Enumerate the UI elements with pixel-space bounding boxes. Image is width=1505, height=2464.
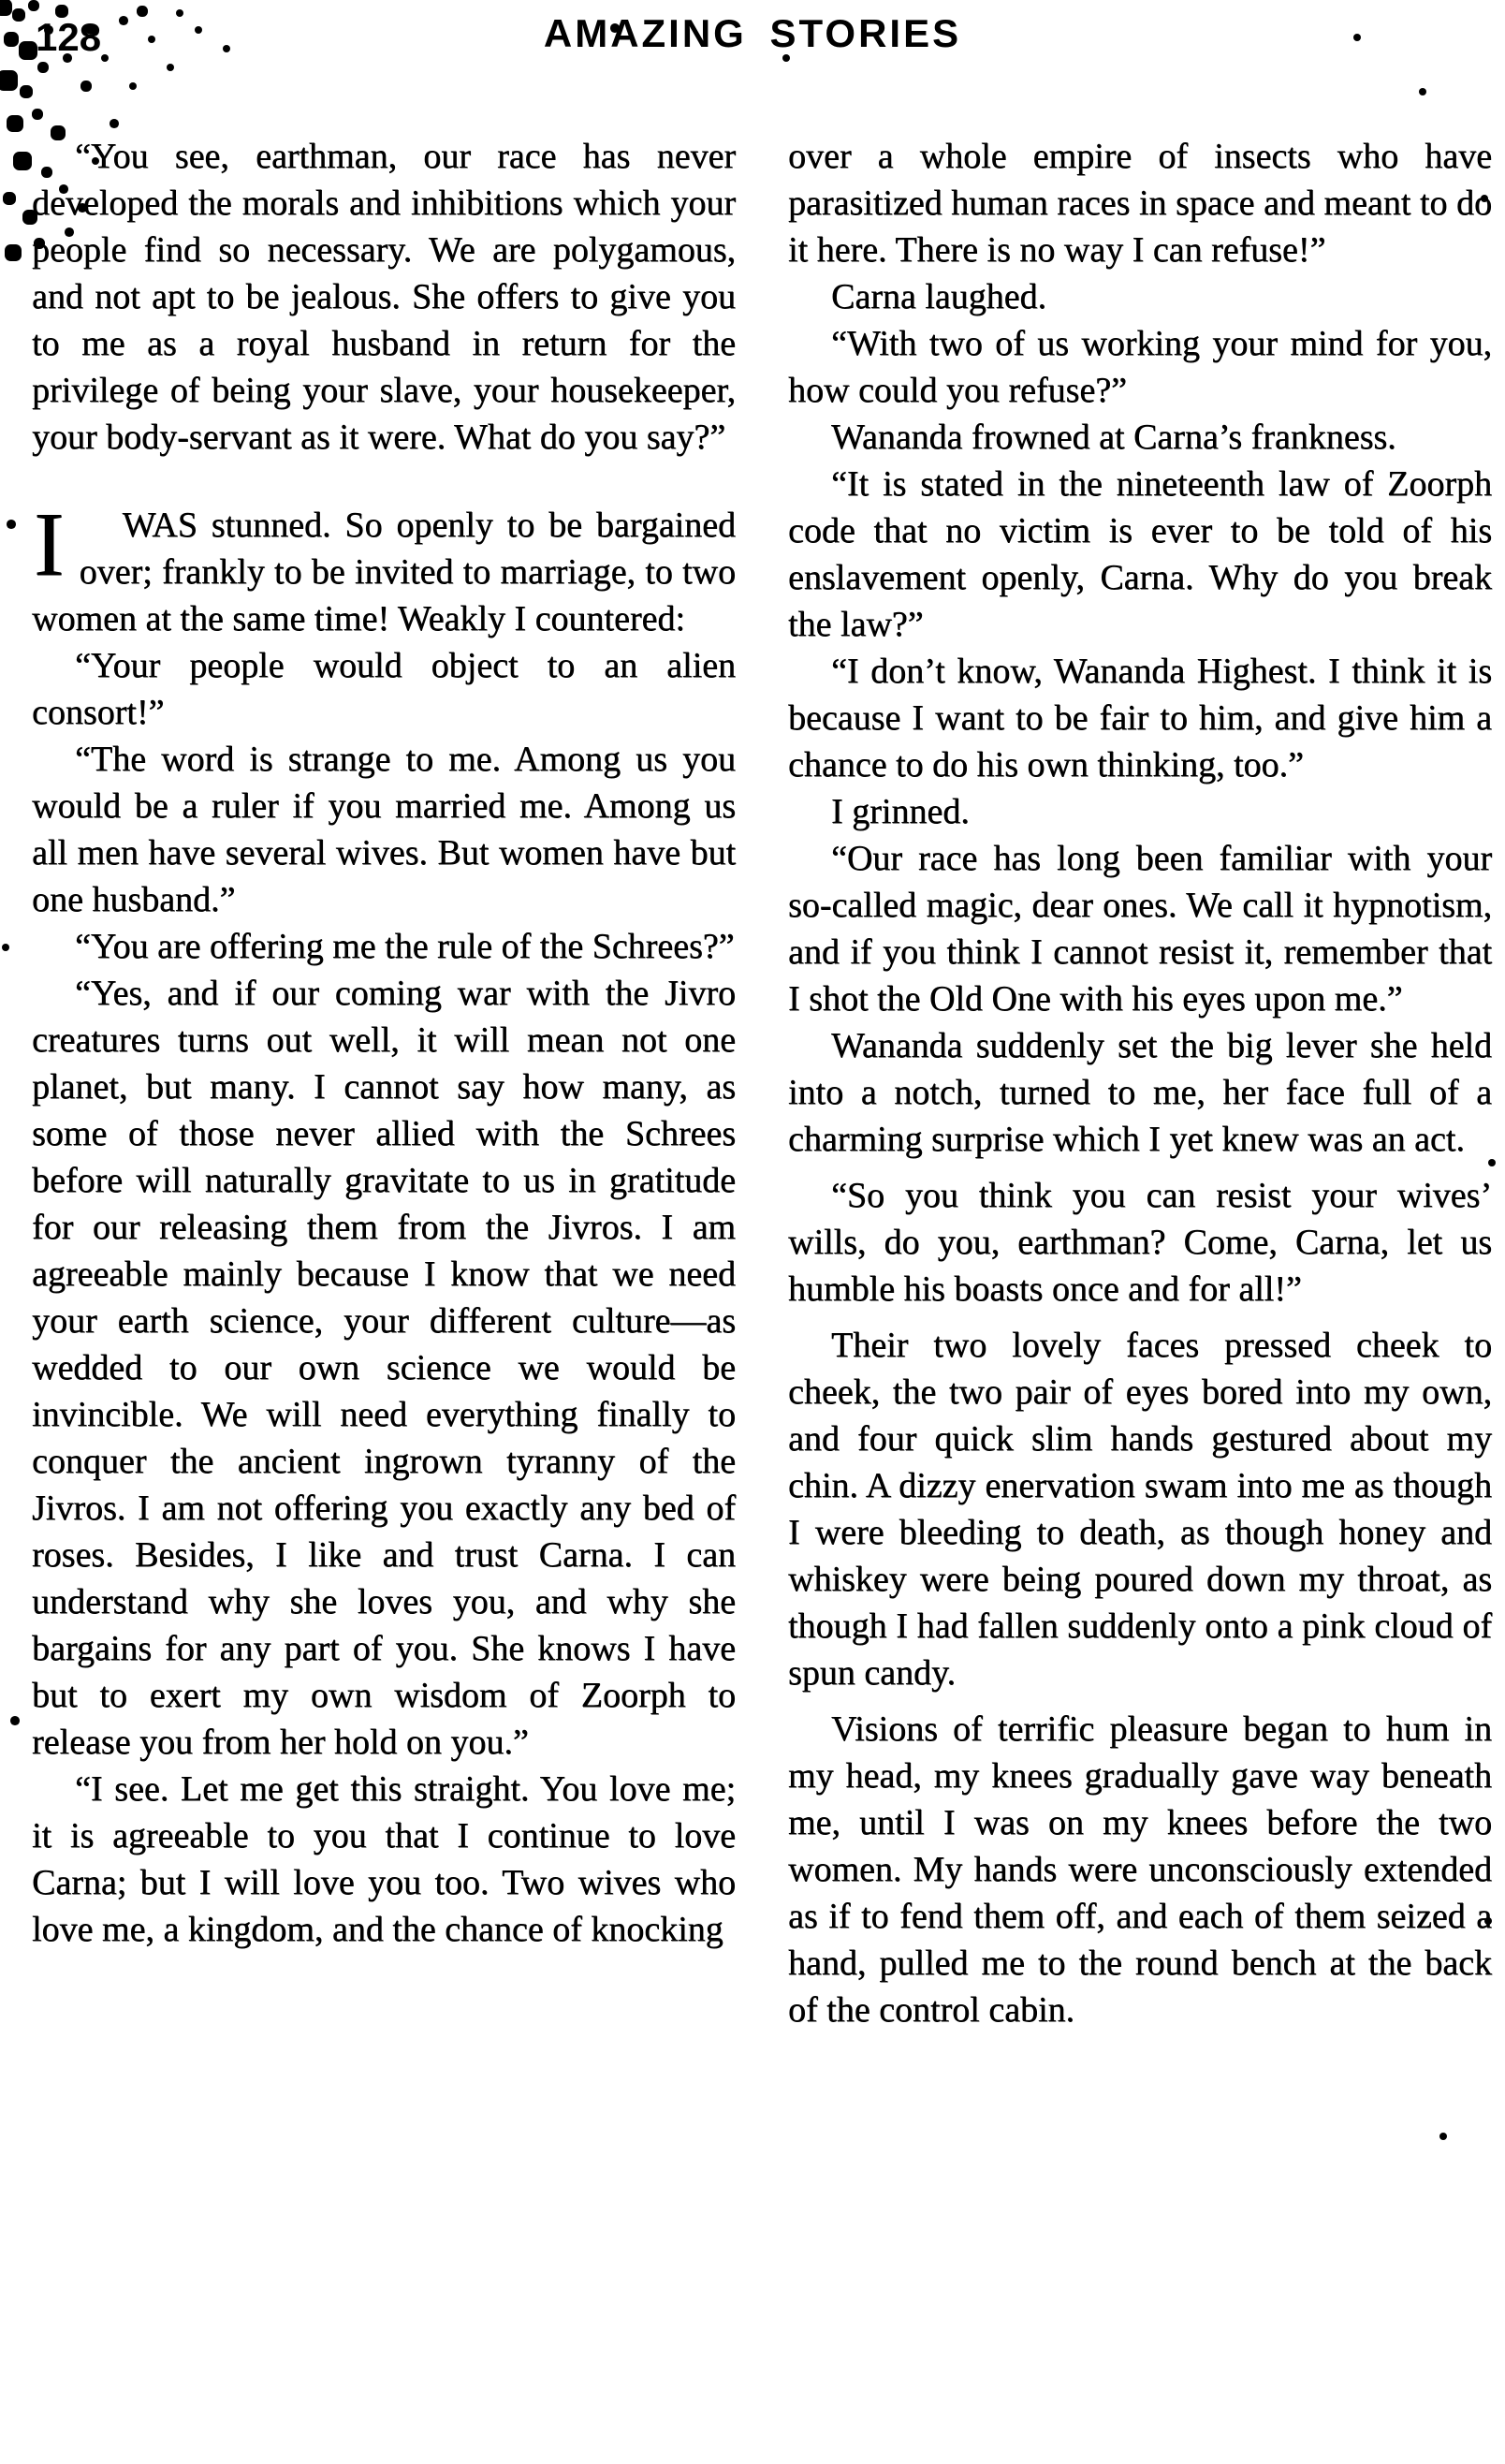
paragraph: “Our race has long been familiar with your so-called magic, dear ones. We call it hypnotism, and if you think I cannot resist it, remember that I shot the Old One with his eyes upon me.” xyxy=(788,839,1492,1019)
paragraph: “Your people would object to an alien consort!” xyxy=(32,646,736,732)
paragraph: Their two lovely faces pressed cheek to cheek, the two pair of eyes bored into my own, and four quick slim hands gestured about my chin. A dizzy enervation swam into me as though I were bleeding to death, as though honey and whiskey were being poured down my throat, as though I had fallen suddenly onto a pink cloud of spun candy. xyxy=(788,1326,1492,1693)
paragraph: “Yes, and if our coming war with the Jivro creatures turns out well, it will mean not one planet, but many. I cannot say how many, as some of those never allied with the Schrees before will naturally gravitate to us in gratitude for our releasing them from the Jivros. I am agreeable mainly because I know that we need your earth science, your different culture—as wedded to our own science we would be invincible. We will need everything finally to conquer the ancient ingrown tyranny of the Jivros. I am not offering you exactly any bed of roses. Besides, I like and trust Carna. I can understand why she loves you, and why she bargains for any part of you. She knows I have but to exert my own wisdom of Zoorph to release you from her hold on you.” xyxy=(32,974,736,1762)
paragraph: Visions of terrific pleasure began to hum in my head, my knees gradually gave way beneath me, until I was on my knees before the two women. My hands were unconsciously extended as if to fend them off, and each of them seized a hand, pulled me to the round bench at the back of the control cabin. xyxy=(788,1709,1492,2030)
paragraph: Wananda suddenly set the big lever she held into a notch, turned to me, her face full of a charming surprise which I yet knew was an act. xyxy=(788,1026,1492,1159)
paragraph: “I see. Let me get this straight. You love me; it is agreeable to you that I continue to love Carna; but I will love you too. Two wives who love me, a kingdom, and the chance of knocking xyxy=(32,1769,736,1949)
paragraph: over a whole empire of insects who have parasitized human races in space and meant to do it here. There is no way I can refuse!” xyxy=(788,137,1492,270)
paragraph: I grinned. xyxy=(831,792,970,831)
paragraph: “You are offering me the rule of the Schrees?” xyxy=(75,927,735,966)
paragraph: “The word is strange to me. Among us you would be a ruler if you married me. Among us all men have several wives. But women have but one husband.” xyxy=(32,740,736,919)
paragraph: “With two of us working your mind for you, how could you refuse?” xyxy=(788,324,1492,410)
paragraph: Carna laughed. xyxy=(831,277,1047,316)
paragraph: “I don’t know, Wananda Highest. I think it is because I want to be fair to him, and give him a chance to do his own thinking, too.” xyxy=(788,652,1492,785)
paragraph: I WAS stunned. So openly to be bargained over; frankly to be invited to marriage, to two women at the same time! Weakly I countered: xyxy=(32,494,736,638)
page-number: 128 xyxy=(36,15,102,59)
running-title: AMAZING STORIES xyxy=(543,11,962,55)
drop-cap: I xyxy=(34,494,65,595)
paragraph: “It is stated in the nineteenth law of Zoorph code that no victim is ever to be told of his enslavement openly, Carna. Why do you break the law?” xyxy=(788,464,1492,644)
paragraph: Wananda frowned at Carna’s frankness. xyxy=(831,418,1396,457)
paragraph: “You see, earthman, our race has never developed the morals and inhibitions which your people find so necessary. We are polygamous, and not apt to be jealous. She offers to give you to me as a royal husband in return for the privilege of being your slave, your housekeeper, your body-servant as it were. What do you say?” xyxy=(32,137,736,457)
right-column xyxy=(788,133,1492,2033)
left-column xyxy=(32,133,736,1953)
running-head xyxy=(0,0,1505,66)
paragraph: “So you think you can resist your wives’ wills, do you, earthman? Come, Carna, let us humble his boasts once and for all!” xyxy=(788,1176,1492,1309)
